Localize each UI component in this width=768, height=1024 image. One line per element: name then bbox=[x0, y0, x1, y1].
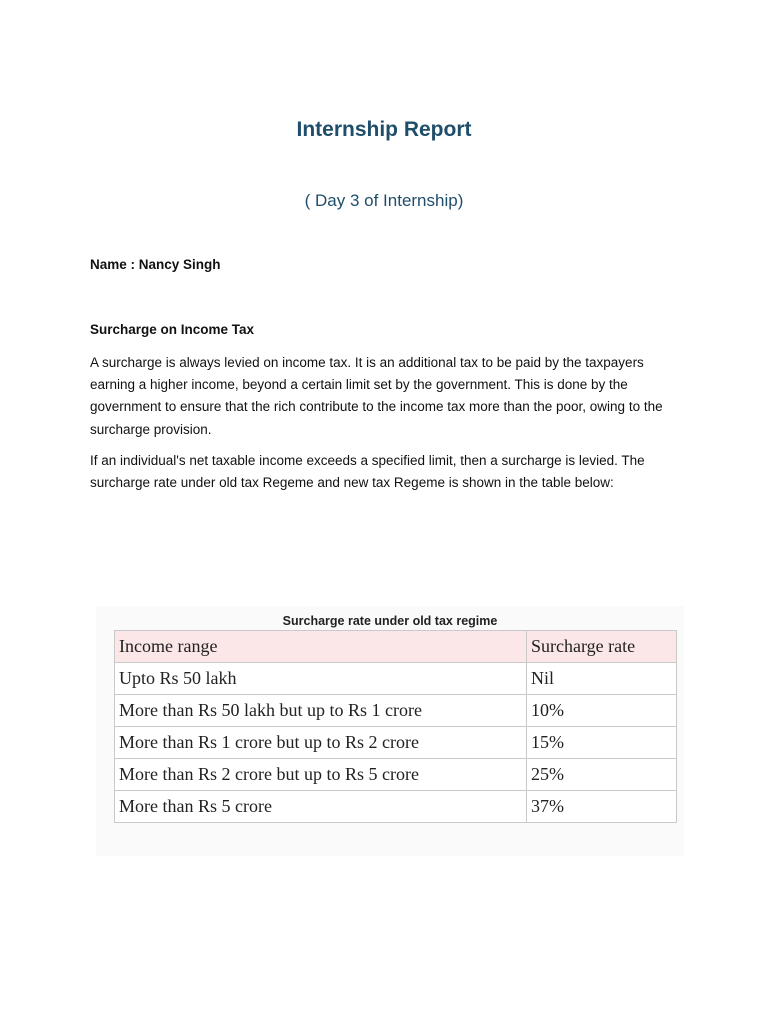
table-header-row bbox=[115, 631, 677, 663]
cell-surcharge-rate: 15% bbox=[527, 727, 677, 759]
header-income-range: Income range bbox=[115, 631, 527, 663]
cell-income-range: More than Rs 50 lakh but up to Rs 1 crore bbox=[115, 695, 527, 727]
table-row bbox=[115, 727, 677, 759]
section-heading: Surcharge on Income Tax bbox=[90, 322, 255, 337]
surcharge-rate-table bbox=[114, 630, 677, 823]
cell-income-range: More than Rs 2 crore but up to Rs 5 crore bbox=[115, 759, 527, 791]
paragraph-surcharge-intro: A surcharge is always levied on income tax. It is an additional tax to be paid by the taxpayers earning a higher income, beyond a certain limit set by the government. This is done by the government to ensure that the rich contribute to the income tax more than the poor, owing to the surcharge provision. bbox=[90, 355, 663, 437]
table-caption: Surcharge rate under old tax regime bbox=[282, 614, 498, 628]
table-row bbox=[115, 759, 677, 791]
surcharge-table-figure bbox=[96, 606, 684, 856]
cell-surcharge-rate: 37% bbox=[527, 791, 677, 823]
table-row bbox=[115, 695, 677, 727]
author-name: Name : Nancy Singh bbox=[90, 257, 221, 272]
report-title: Internship Report bbox=[296, 118, 472, 141]
cell-surcharge-rate: 25% bbox=[527, 759, 677, 791]
header-surcharge-rate: Surcharge rate bbox=[527, 631, 677, 663]
cell-income-range: More than Rs 1 crore but up to Rs 2 crore bbox=[115, 727, 527, 759]
paragraph-surcharge-limit: If an individual's net taxable income exceeds a specified limit, then a surcharge is levied. The surcharge rate under old tax Regeme and new tax Regeme is shown in the table below: bbox=[90, 453, 645, 491]
cell-surcharge-rate: 10% bbox=[527, 695, 677, 727]
table-row bbox=[115, 663, 677, 695]
cell-surcharge-rate: Nil bbox=[527, 663, 677, 695]
table-row bbox=[115, 791, 677, 823]
report-subtitle: ( Day 3 of Internship) bbox=[304, 191, 464, 210]
cell-income-range: Upto Rs 50 lakh bbox=[115, 663, 527, 695]
cell-income-range: More than Rs 5 crore bbox=[115, 791, 527, 823]
